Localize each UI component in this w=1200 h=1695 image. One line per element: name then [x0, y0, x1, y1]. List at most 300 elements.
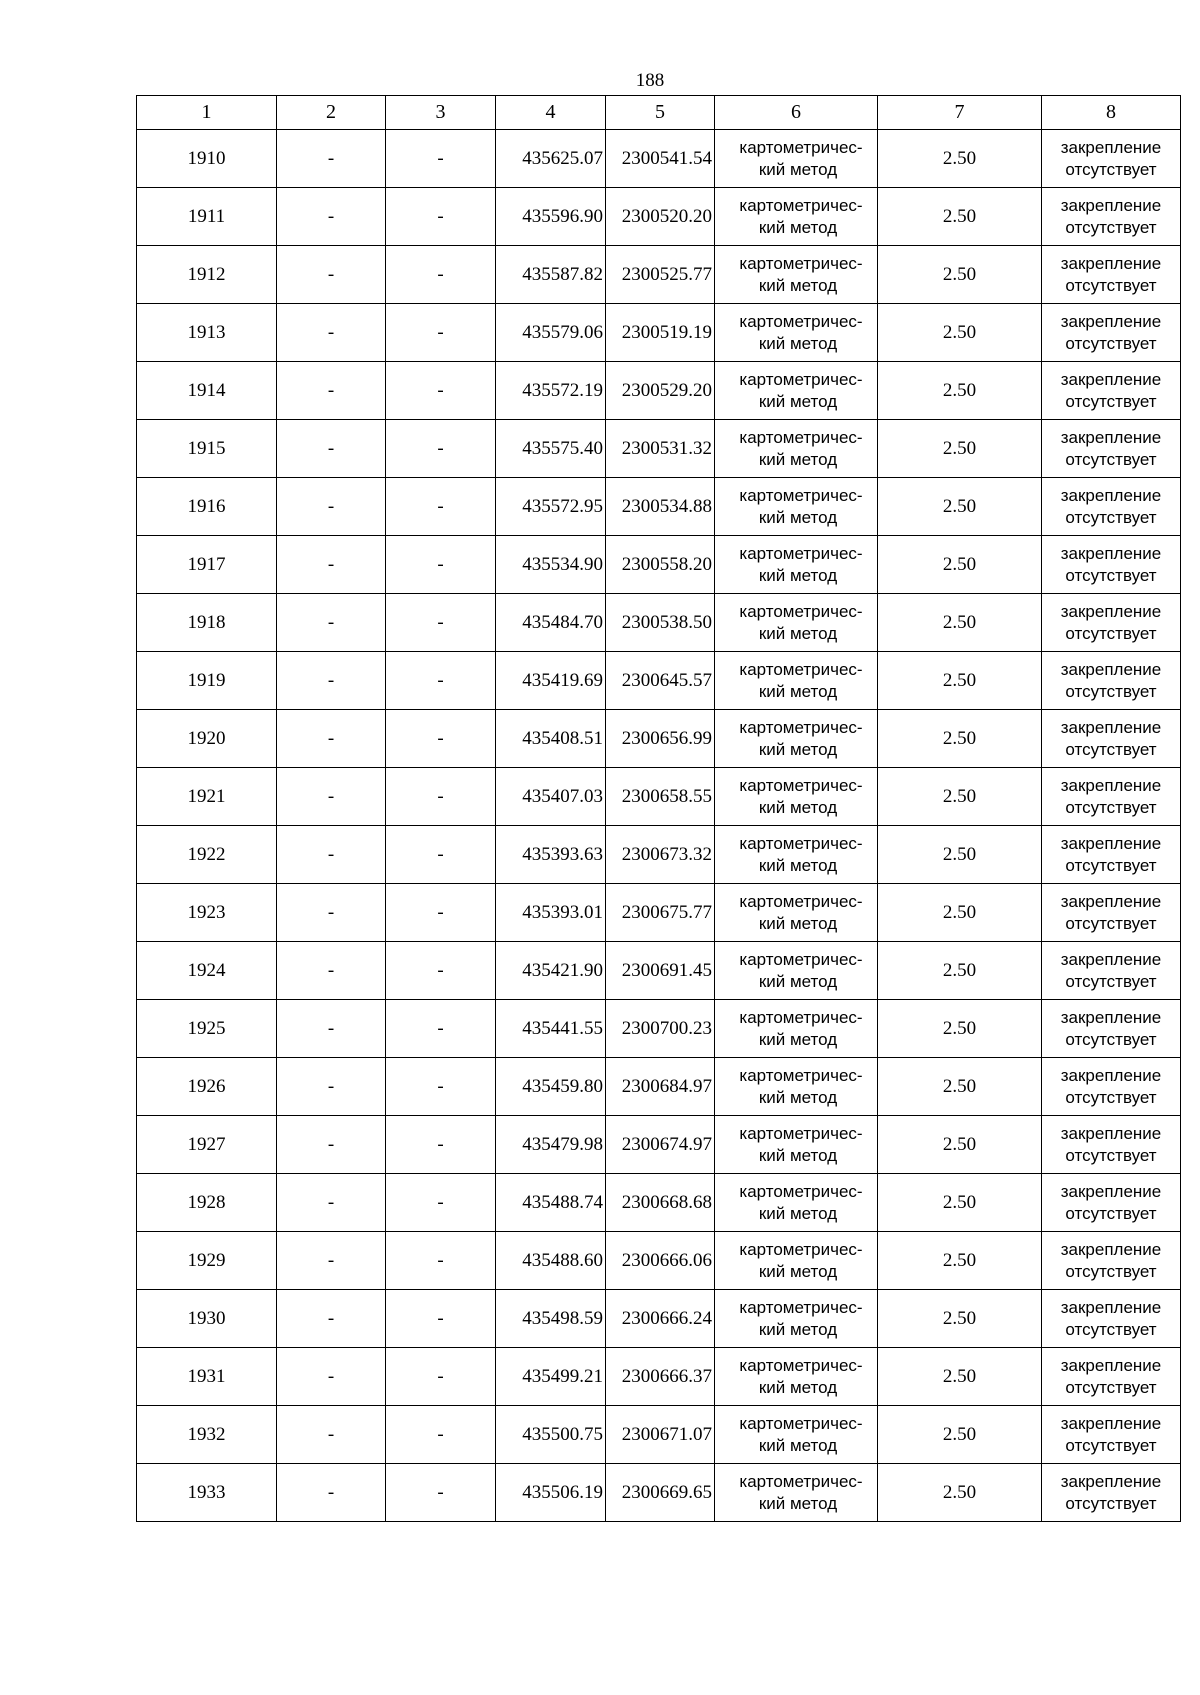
method-cell	[715, 1116, 878, 1174]
fixation-cell	[1042, 1290, 1181, 1348]
table-row	[137, 1174, 1181, 1232]
x-coordinate-cell: 435459.80	[496, 1058, 606, 1116]
fixation-line: отсутствует	[1065, 1203, 1157, 1223]
fixation-line: закрепление	[1060, 1065, 1162, 1085]
accuracy-cell: 2.50	[878, 1232, 1042, 1290]
fixation-line: закрепление	[1060, 1413, 1162, 1433]
accuracy-cell: 2.50	[878, 362, 1042, 420]
accuracy-cell: 2.50	[878, 304, 1042, 362]
method-line: кий метод	[758, 1261, 838, 1281]
point-number-cell: 1932	[137, 1406, 277, 1464]
column-header: 5	[606, 96, 715, 130]
method-line: кий метод	[758, 159, 838, 179]
method-line: кий метод	[758, 913, 838, 933]
column-3-cell: -	[386, 304, 496, 362]
point-number-cell: 1914	[137, 362, 277, 420]
fixation-line: отсутствует	[1065, 1261, 1157, 1281]
point-number-cell: 1933	[137, 1464, 277, 1522]
x-coordinate-cell: 435499.21	[496, 1348, 606, 1406]
x-coordinate-cell: 435498.59	[496, 1290, 606, 1348]
method-cell	[715, 1290, 878, 1348]
accuracy-cell: 2.50	[878, 478, 1042, 536]
fixation-cell	[1042, 1116, 1181, 1174]
fixation-line: отсутствует	[1065, 159, 1157, 179]
point-number-cell: 1921	[137, 768, 277, 826]
column-3-cell: -	[386, 1000, 496, 1058]
fixation-cell	[1042, 594, 1181, 652]
method-line: картометричес-	[739, 427, 863, 447]
method-line: кий метод	[758, 1203, 838, 1223]
fixation-line: отсутствует	[1065, 1145, 1157, 1165]
column-2-cell: -	[277, 1348, 386, 1406]
column-2-cell: -	[277, 1058, 386, 1116]
method-line: картометричес-	[739, 891, 863, 911]
fixation-line: закрепление	[1060, 601, 1162, 621]
x-coordinate-cell: 435572.19	[496, 362, 606, 420]
fixation-line: отсутствует	[1065, 1435, 1157, 1455]
point-number-cell: 1928	[137, 1174, 277, 1232]
method-cell	[715, 594, 878, 652]
fixation-cell	[1042, 188, 1181, 246]
column-2-cell: -	[277, 1290, 386, 1348]
y-coordinate-cell: 2300668.68	[606, 1174, 715, 1232]
column-2-cell: -	[277, 478, 386, 536]
column-3-cell: -	[386, 1464, 496, 1522]
column-3-cell: -	[386, 246, 496, 304]
fixation-cell	[1042, 1174, 1181, 1232]
method-cell	[715, 1348, 878, 1406]
x-coordinate-cell: 435408.51	[496, 710, 606, 768]
method-line: картометричес-	[739, 1007, 863, 1027]
column-header: 1	[137, 96, 277, 130]
y-coordinate-cell: 2300666.37	[606, 1348, 715, 1406]
method-line: картометричес-	[739, 485, 863, 505]
column-2-cell: -	[277, 1000, 386, 1058]
point-number-cell: 1930	[137, 1290, 277, 1348]
x-coordinate-cell: 435488.60	[496, 1232, 606, 1290]
method-line: кий метод	[758, 391, 838, 411]
column-2-cell: -	[277, 594, 386, 652]
table-row	[137, 130, 1181, 188]
column-2-cell: -	[277, 826, 386, 884]
point-number-cell: 1911	[137, 188, 277, 246]
fixation-line: закрепление	[1060, 891, 1162, 911]
column-2-cell: -	[277, 1464, 386, 1522]
column-3-cell: -	[386, 1058, 496, 1116]
fixation-line: отсутствует	[1065, 449, 1157, 469]
column-3-cell: -	[386, 1174, 496, 1232]
x-coordinate-cell: 435421.90	[496, 942, 606, 1000]
column-2-cell: -	[277, 942, 386, 1000]
point-number-cell: 1920	[137, 710, 277, 768]
fixation-cell	[1042, 246, 1181, 304]
fixation-cell	[1042, 1000, 1181, 1058]
fixation-cell	[1042, 304, 1181, 362]
x-coordinate-cell: 435441.55	[496, 1000, 606, 1058]
fixation-cell	[1042, 1464, 1181, 1522]
column-3-cell: -	[386, 884, 496, 942]
column-2-cell: -	[277, 884, 386, 942]
fixation-cell	[1042, 884, 1181, 942]
column-2-cell: -	[277, 362, 386, 420]
y-coordinate-cell: 2300691.45	[606, 942, 715, 1000]
accuracy-cell: 2.50	[878, 1058, 1042, 1116]
x-coordinate-cell: 435587.82	[496, 246, 606, 304]
accuracy-cell: 2.50	[878, 768, 1042, 826]
table-body	[137, 130, 1181, 1522]
column-2-cell: -	[277, 420, 386, 478]
method-line: картометричес-	[739, 137, 863, 157]
y-coordinate-cell: 2300538.50	[606, 594, 715, 652]
x-coordinate-cell: 435407.03	[496, 768, 606, 826]
x-coordinate-cell: 435625.07	[496, 130, 606, 188]
method-line: картометричес-	[739, 659, 863, 679]
method-cell	[715, 1000, 878, 1058]
x-coordinate-cell: 435393.63	[496, 826, 606, 884]
column-2-cell: -	[277, 1232, 386, 1290]
fixation-line: закрепление	[1060, 1471, 1162, 1491]
x-coordinate-cell: 435506.19	[496, 1464, 606, 1522]
method-line: картометричес-	[739, 775, 863, 795]
method-cell	[715, 768, 878, 826]
method-cell	[715, 1174, 878, 1232]
method-line: картометричес-	[739, 1297, 863, 1317]
table-row	[137, 1116, 1181, 1174]
table-row	[137, 1348, 1181, 1406]
method-line: кий метод	[758, 1087, 838, 1107]
table-row	[137, 246, 1181, 304]
accuracy-cell: 2.50	[878, 188, 1042, 246]
method-line: кий метод	[758, 797, 838, 817]
accuracy-cell: 2.50	[878, 1116, 1042, 1174]
fixation-cell	[1042, 420, 1181, 478]
accuracy-cell: 2.50	[878, 1406, 1042, 1464]
fixation-line: закрепление	[1060, 1297, 1162, 1317]
point-number-cell: 1917	[137, 536, 277, 594]
column-3-cell: -	[386, 362, 496, 420]
y-coordinate-cell: 2300558.20	[606, 536, 715, 594]
x-coordinate-cell: 435596.90	[496, 188, 606, 246]
point-number-cell: 1916	[137, 478, 277, 536]
fixation-line: отсутствует	[1065, 971, 1157, 991]
column-header: 4	[496, 96, 606, 130]
y-coordinate-cell: 2300531.32	[606, 420, 715, 478]
accuracy-cell: 2.50	[878, 420, 1042, 478]
table-row	[137, 478, 1181, 536]
table-row	[137, 1058, 1181, 1116]
x-coordinate-cell: 435500.75	[496, 1406, 606, 1464]
fixation-line: отсутствует	[1065, 275, 1157, 295]
point-number-cell: 1915	[137, 420, 277, 478]
method-cell	[715, 1232, 878, 1290]
y-coordinate-cell: 2300666.06	[606, 1232, 715, 1290]
method-line: кий метод	[758, 1029, 838, 1049]
column-header: 7	[878, 96, 1042, 130]
method-line: картометричес-	[739, 1181, 863, 1201]
x-coordinate-cell: 435488.74	[496, 1174, 606, 1232]
table-row	[137, 304, 1181, 362]
x-coordinate-cell: 435484.70	[496, 594, 606, 652]
point-number-cell: 1927	[137, 1116, 277, 1174]
accuracy-cell: 2.50	[878, 826, 1042, 884]
fixation-line: отсутствует	[1065, 1087, 1157, 1107]
method-line: картометричес-	[739, 833, 863, 853]
point-number-cell: 1925	[137, 1000, 277, 1058]
fixation-line: закрепление	[1060, 369, 1162, 389]
method-line: кий метод	[758, 449, 838, 469]
column-header: 2	[277, 96, 386, 130]
accuracy-cell: 2.50	[878, 942, 1042, 1000]
fixation-cell	[1042, 478, 1181, 536]
y-coordinate-cell: 2300675.77	[606, 884, 715, 942]
column-3-cell: -	[386, 710, 496, 768]
y-coordinate-cell: 2300674.97	[606, 1116, 715, 1174]
method-line: картометричес-	[739, 717, 863, 737]
y-coordinate-cell: 2300534.88	[606, 478, 715, 536]
table-row	[137, 536, 1181, 594]
table-row	[137, 594, 1181, 652]
point-number-cell: 1931	[137, 1348, 277, 1406]
fixation-line: закрепление	[1060, 1123, 1162, 1143]
y-coordinate-cell: 2300529.20	[606, 362, 715, 420]
accuracy-cell: 2.50	[878, 1464, 1042, 1522]
method-line: кий метод	[758, 971, 838, 991]
point-number-cell: 1918	[137, 594, 277, 652]
fixation-cell	[1042, 536, 1181, 594]
y-coordinate-cell: 2300673.32	[606, 826, 715, 884]
fixation-cell	[1042, 942, 1181, 1000]
column-2-cell: -	[277, 710, 386, 768]
method-line: картометричес-	[739, 253, 863, 273]
accuracy-cell: 2.50	[878, 246, 1042, 304]
point-number-cell: 1929	[137, 1232, 277, 1290]
column-header: 3	[386, 96, 496, 130]
method-cell	[715, 362, 878, 420]
fixation-line: отсутствует	[1065, 1029, 1157, 1049]
table-row	[137, 768, 1181, 826]
table-row	[137, 884, 1181, 942]
fixation-cell	[1042, 1348, 1181, 1406]
y-coordinate-cell: 2300656.99	[606, 710, 715, 768]
method-line: картометричес-	[739, 1123, 863, 1143]
method-line: кий метод	[758, 1377, 838, 1397]
fixation-line: закрепление	[1060, 137, 1162, 157]
method-line: кий метод	[758, 507, 838, 527]
fixation-line: закрепление	[1060, 949, 1162, 969]
column-2-cell: -	[277, 188, 386, 246]
column-2-cell: -	[277, 304, 386, 362]
point-number-cell: 1913	[137, 304, 277, 362]
method-cell	[715, 246, 878, 304]
accuracy-cell: 2.50	[878, 1290, 1042, 1348]
column-2-cell: -	[277, 768, 386, 826]
column-2-cell: -	[277, 1174, 386, 1232]
method-line: картометричес-	[739, 195, 863, 215]
column-2-cell: -	[277, 130, 386, 188]
method-cell	[715, 420, 878, 478]
point-number-cell: 1923	[137, 884, 277, 942]
method-cell	[715, 1406, 878, 1464]
fixation-line: отсутствует	[1065, 797, 1157, 817]
point-number-cell: 1922	[137, 826, 277, 884]
fixation-line: закрепление	[1060, 1355, 1162, 1375]
fixation-line: отсутствует	[1065, 1319, 1157, 1339]
y-coordinate-cell: 2300645.57	[606, 652, 715, 710]
fixation-line: отсутствует	[1065, 913, 1157, 933]
fixation-line: закрепление	[1060, 775, 1162, 795]
y-coordinate-cell: 2300520.20	[606, 188, 715, 246]
table-row	[137, 188, 1181, 246]
column-3-cell: -	[386, 130, 496, 188]
fixation-cell	[1042, 1232, 1181, 1290]
accuracy-cell: 2.50	[878, 594, 1042, 652]
fixation-line: отсутствует	[1065, 1377, 1157, 1397]
method-line: картометричес-	[739, 1355, 863, 1375]
accuracy-cell: 2.50	[878, 1000, 1042, 1058]
table-row	[137, 420, 1181, 478]
column-2-cell: -	[277, 536, 386, 594]
method-cell	[715, 304, 878, 362]
method-cell	[715, 478, 878, 536]
fixation-cell	[1042, 652, 1181, 710]
x-coordinate-cell: 435534.90	[496, 536, 606, 594]
y-coordinate-cell: 2300684.97	[606, 1058, 715, 1116]
fixation-cell	[1042, 130, 1181, 188]
method-line: кий метод	[758, 623, 838, 643]
column-3-cell: -	[386, 826, 496, 884]
accuracy-cell: 2.50	[878, 1348, 1042, 1406]
column-3-cell: -	[386, 594, 496, 652]
method-cell	[715, 188, 878, 246]
fixation-line: отсутствует	[1065, 333, 1157, 353]
method-line: картометричес-	[739, 311, 863, 331]
method-line: картометричес-	[739, 1239, 863, 1259]
fixation-line: закрепление	[1060, 253, 1162, 273]
method-cell	[715, 884, 878, 942]
column-3-cell: -	[386, 1348, 496, 1406]
method-cell	[715, 652, 878, 710]
fixation-line: отсутствует	[1065, 507, 1157, 527]
method-line: картометричес-	[739, 601, 863, 621]
fixation-line: отсутствует	[1065, 1493, 1157, 1513]
column-number-row	[137, 96, 1181, 130]
method-cell	[715, 942, 878, 1000]
column-2-cell: -	[277, 246, 386, 304]
method-line: картометричес-	[739, 1413, 863, 1433]
fixation-line: закрепление	[1060, 427, 1162, 447]
method-line: кий метод	[758, 1319, 838, 1339]
y-coordinate-cell: 2300519.19	[606, 304, 715, 362]
fixation-line: закрепление	[1060, 833, 1162, 853]
table-row	[137, 362, 1181, 420]
column-3-cell: -	[386, 478, 496, 536]
method-line: картометричес-	[739, 1471, 863, 1491]
method-cell	[715, 1058, 878, 1116]
point-number-cell: 1919	[137, 652, 277, 710]
method-line: кий метод	[758, 681, 838, 701]
method-line: кий метод	[758, 1493, 838, 1513]
fixation-line: закрепление	[1060, 1007, 1162, 1027]
table-row	[137, 710, 1181, 768]
fixation-cell	[1042, 362, 1181, 420]
coordinates-table	[136, 95, 1181, 1522]
column-2-cell: -	[277, 1406, 386, 1464]
fixation-line: закрепление	[1060, 543, 1162, 563]
accuracy-cell: 2.50	[878, 536, 1042, 594]
table-row	[137, 1232, 1181, 1290]
table-row	[137, 826, 1181, 884]
method-line: кий метод	[758, 739, 838, 759]
fixation-cell	[1042, 768, 1181, 826]
method-line: кий метод	[758, 1435, 838, 1455]
fixation-line: отсутствует	[1065, 391, 1157, 411]
accuracy-cell: 2.50	[878, 130, 1042, 188]
fixation-line: закрепление	[1060, 1239, 1162, 1259]
x-coordinate-cell: 435479.98	[496, 1116, 606, 1174]
point-number-cell: 1912	[137, 246, 277, 304]
table-row	[137, 1000, 1181, 1058]
y-coordinate-cell: 2300669.65	[606, 1464, 715, 1522]
x-coordinate-cell: 435393.01	[496, 884, 606, 942]
method-cell	[715, 826, 878, 884]
fixation-cell	[1042, 710, 1181, 768]
fixation-line: отсутствует	[1065, 217, 1157, 237]
fixation-cell	[1042, 1406, 1181, 1464]
x-coordinate-cell: 435419.69	[496, 652, 606, 710]
fixation-cell	[1042, 1058, 1181, 1116]
method-line: кий метод	[758, 1145, 838, 1165]
table-row	[137, 652, 1181, 710]
point-number-cell: 1924	[137, 942, 277, 1000]
column-header: 6	[715, 96, 878, 130]
point-number-cell: 1926	[137, 1058, 277, 1116]
accuracy-cell: 2.50	[878, 710, 1042, 768]
fixation-line: закрепление	[1060, 659, 1162, 679]
fixation-line: отсутствует	[1065, 855, 1157, 875]
table-row	[137, 942, 1181, 1000]
y-coordinate-cell: 2300700.23	[606, 1000, 715, 1058]
column-3-cell: -	[386, 652, 496, 710]
method-cell	[715, 1464, 878, 1522]
y-coordinate-cell: 2300671.07	[606, 1406, 715, 1464]
method-line: картометричес-	[739, 949, 863, 969]
method-line: кий метод	[758, 333, 838, 353]
method-line: кий метод	[758, 565, 838, 585]
y-coordinate-cell: 2300525.77	[606, 246, 715, 304]
x-coordinate-cell: 435575.40	[496, 420, 606, 478]
column-3-cell: -	[386, 1116, 496, 1174]
point-number-cell: 1910	[137, 130, 277, 188]
column-3-cell: -	[386, 1406, 496, 1464]
y-coordinate-cell: 2300541.54	[606, 130, 715, 188]
page-number: 188	[635, 70, 665, 91]
column-3-cell: -	[386, 768, 496, 826]
fixation-line: закрепление	[1060, 311, 1162, 331]
column-3-cell: -	[386, 1232, 496, 1290]
fixation-line: закрепление	[1060, 485, 1162, 505]
column-2-cell: -	[277, 652, 386, 710]
column-3-cell: -	[386, 1290, 496, 1348]
column-2-cell: -	[277, 1116, 386, 1174]
table-row	[137, 1290, 1181, 1348]
column-3-cell: -	[386, 188, 496, 246]
method-line: кий метод	[758, 217, 838, 237]
x-coordinate-cell: 435579.06	[496, 304, 606, 362]
fixation-line: отсутствует	[1065, 681, 1157, 701]
fixation-line: закрепление	[1060, 1181, 1162, 1201]
fixation-line: закрепление	[1060, 717, 1162, 737]
method-cell	[715, 130, 878, 188]
